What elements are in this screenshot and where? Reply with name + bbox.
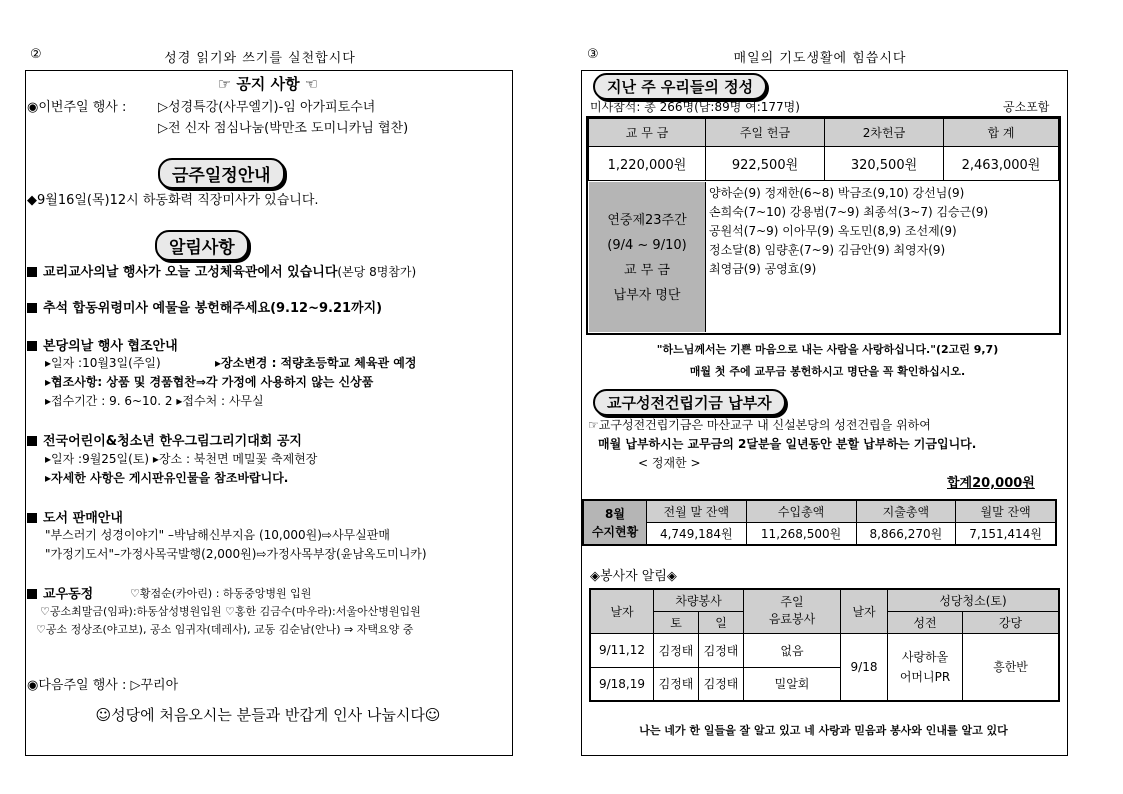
event-line-1: ▷성경특강(사무엘기)-임 아가피토수녀 [158,100,376,115]
vol-header-sun: 일 [699,611,744,633]
attendance-note: 공소포함 [1003,100,1050,114]
payer-label-box [589,182,706,332]
offering-table [588,118,1059,181]
attendance: 미사참석: 총 266명(남:89명 여:177명) [590,100,800,114]
payer-label-line: 연중제23주간 [607,213,687,228]
bullet-square-icon [27,341,37,351]
offering-value: 320,500원 [825,147,944,181]
fund-title: 교구성전건립기금 납부자 [593,389,786,416]
news-item-4-title: 전국어린이&청소년 한우그림그리기대회 공지 [27,430,302,449]
finance-header: 수입총액 [746,500,856,522]
finance-value: 8,866,270원 [856,522,956,545]
bullet-square-icon [27,267,37,277]
news-item-1: 교리교사의날 행사가 오늘 고성체육관에서 있습니다(본당 8명참가) [27,261,416,280]
fund-line-1: ☞교구성전건립기금은 마산교구 내 신설본당의 성전건립을 위하여 [588,418,931,432]
clean-row-date: 9/18 [841,633,888,701]
payer-line: 양하순(9) 정재한(6~8) 박금조(9,10) 강선님(9) [709,186,965,200]
vol-row-sat: 김정태 [654,633,699,667]
payer-line: 최영금(9) 공영효(9) [709,262,817,276]
greeting: ☺성당에 처음오시는 분들과 반갑게 인사 나눕시다☺ [95,706,441,724]
right-page-number: ③ [587,47,599,62]
notice-title: ☞ 공지 사항 ☜ [217,75,319,93]
vol-header-clean: 성당청소(토) [888,589,1060,611]
news-item-6-title: 교우동정 [27,583,93,602]
payer-line: 손희숙(7~10) 강용범(7~9) 최종석(3~7) 김승근(9) [709,205,989,219]
volunteer-table [589,588,1060,702]
schedule-title: 금주일정안내 [158,158,285,189]
news-item-6-l1: ♡황점순(카아린) : 하동중앙병원 입원 [130,587,312,600]
news-item-4-date: ▸일자 :9월25일(토) ▸장소 : 북천면 메밀꽃 축제현장 [45,452,318,466]
news-item-3-title: 본당의날 행사 협조안내 [27,335,178,354]
finance-table [582,499,1057,546]
news-item-3-help: ▸협조사항: 상품 및 경품협찬⇒각 가정에 사용하지 않는 신상품 [45,375,374,389]
right-footer: 나는 네가 한 일들을 잘 알고 있고 네 사랑과 믿음과 봉사와 인내를 알고 있다 [639,724,1008,737]
clean-row-sanctuary: 사랑하올 어머니PR [888,633,963,701]
fund-total: 합계20,000원 [947,476,1035,491]
finance-value: 7,151,414원 [956,522,1056,545]
vol-header-hall: 강당 [963,611,1060,633]
news-item-6-l3: ♡공소 정상조(야고보), 공소 임귀자(데레사), 교동 김순남(안나) ⇒ 자택요양 중 [36,623,414,636]
vol-row-sat: 김정태 [654,667,699,701]
vol-header-sanctuary: 성전 [888,611,963,633]
finance-header: 월말 잔액 [956,500,1056,522]
finance-value: 4,749,184원 [647,522,747,545]
fund-line-3: < 정재한 > [638,456,701,470]
offering-header: 교 무 금 [589,119,706,147]
vol-row-date: 9/11,12 [590,633,654,667]
news-item-5-title: 도서 판매안내 [27,507,123,526]
bullet-square-icon [27,513,37,523]
offering-value: 2,463,000원 [944,147,1059,181]
news-item-3-period: ▸접수기간 : 9. 6~10. 2 ▸접수처 : 사무실 [45,394,264,408]
finance-header: 전월 말 잔액 [647,500,747,522]
vol-header-date2: 날자 [841,589,888,633]
fund-line-2: 매월 납부하시는 교무금의 2달분을 일년동안 분할 납부하는 기금입니다. [598,437,977,451]
vol-row-sun: 김정태 [699,633,744,667]
finance-label: 8월 수지현황 [583,500,647,545]
offering-header: 주일 헌금 [706,119,825,147]
vol-row-date: 9/18,19 [590,667,654,701]
offering-value: 1,220,000원 [589,147,706,181]
clean-row-hall: 흥한반 [963,633,1060,701]
event-label: ◉이번주일 행사 : [27,100,127,115]
quote: "하느님께서는 기쁜 마음으로 내는 사람을 사랑하십니다."(2고린 9,7) [656,343,999,356]
news-item-3-place: ▸장소변경 : 적량초등학교 체육관 예정 [215,356,417,370]
payer-label-line: (9/4 ~ 9/10) [607,238,687,253]
news-item-3-date: ▸일자 :10월3일(주일) [45,356,161,370]
payer-list [709,184,988,279]
vol-row-drink: 없음 [744,633,841,667]
vol-row-sun: 김정태 [699,667,744,701]
vol-header-car: 차량봉사 [654,589,744,611]
vol-header-date: 날자 [590,589,654,633]
bullet-square-icon [27,589,37,599]
offering-title: 지난 주 우리들의 정성 [593,73,767,100]
payer-label-line: 납부자 명단 [613,288,681,303]
news-item-6-l2: ♡공소최말금(임파):하동삼성병원입원 ♡홍한 김금수(마우라):서울아산병원입원 [40,605,421,618]
right-header: 매일의 기도생활에 힘씁시다 [733,51,907,66]
news-item-2: 추석 합동위령미사 예물을 봉헌해주세요(9.12~9.21까지) [27,297,382,316]
vol-header-sat: 토 [654,611,699,633]
schedule-line: ◆9월16일(목)12시 하동화력 직장미사가 있습니다. [27,193,319,208]
finance-header: 지출총액 [856,500,956,522]
news-item-5-book-1: "부스러기 성경이야기" –박남해신부지음 (10,000원)⇨사무실판매 [45,528,390,542]
payer-label-line: 교 무 금 [624,263,670,278]
left-page-number: ② [30,47,42,62]
news-title: 알림사항 [155,230,249,261]
next-event: ◉다음주일 행사 : ▷꾸리아 [27,678,179,693]
news-item-5-book-2: "가정기도서"–가정사목국발행(2,000원)⇨가정사목부장(윤남옥도미니카) [45,547,427,561]
quote-2: 매월 첫 주에 교무금 봉헌하시고 명단을 꼭 확인하십시오. [689,365,966,378]
bullet-square-icon [27,303,37,313]
offering-header: 2차헌금 [825,119,944,147]
payer-line: 정소달(8) 임량훈(7~9) 김금안(9) 최영자(9) [709,243,946,257]
event-line-2: ▷전 신자 점심나눔(박만조 도미니카님 협찬) [158,121,409,136]
offering-value: 922,500원 [706,147,825,181]
vol-header-drink: 주일 음료봉사 [744,589,841,633]
vol-row-drink: 밀알회 [744,667,841,701]
offering-header: 합 계 [944,119,1059,147]
bullet-square-icon [27,436,37,446]
left-header: 성경 읽기와 쓰기를 실천합시다 [164,51,356,66]
finance-value: 11,268,500원 [746,522,856,545]
volunteer-title: ◈봉사자 알림◈ [590,569,677,584]
payer-line: 공원석(7~9) 이아무(9) 옥도민(8,9) 조선제(9) [709,224,957,238]
news-item-4-detail: ▸자세한 사항은 게시판유인물을 참조바랍니다. [45,471,289,485]
